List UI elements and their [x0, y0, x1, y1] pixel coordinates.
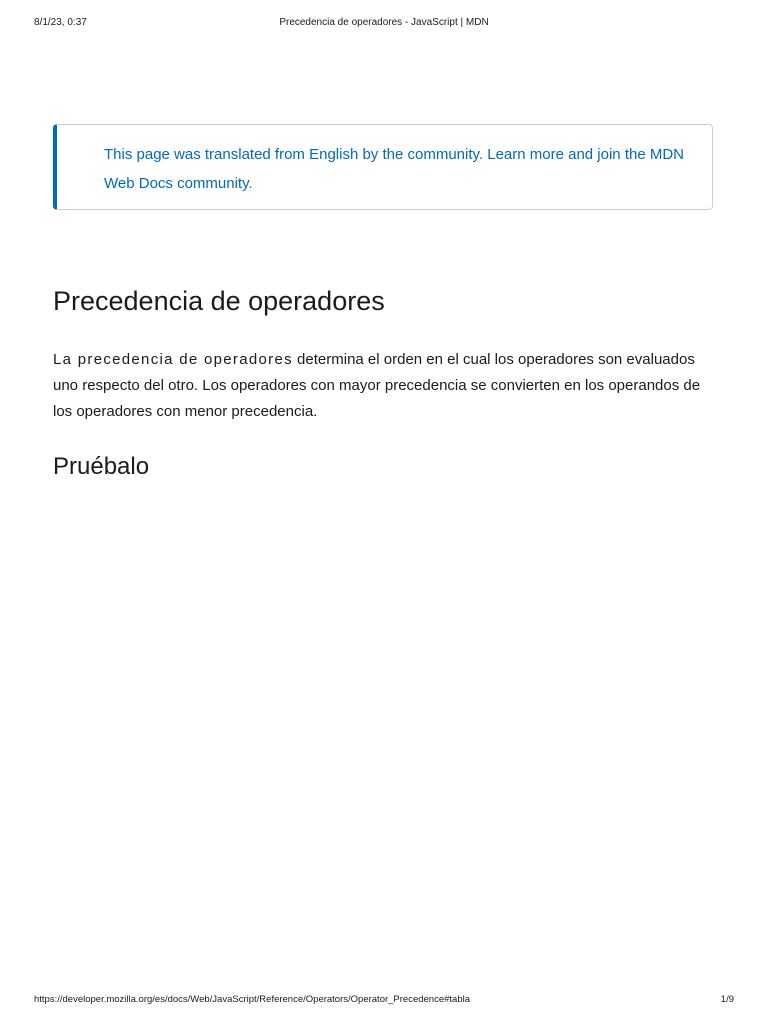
print-date: 8/1/23, 0:37: [34, 17, 87, 28]
page-title: Precedencia de operadores: [53, 286, 385, 316]
defined-term: La precedencia de operadores: [53, 351, 293, 368]
learn-more-link[interactable]: Learn more and join the MDN Web Docs community.: [104, 146, 684, 192]
notice-text: [104, 140, 704, 198]
print-header: [0, 17, 768, 31]
print-url: https://developer.mozilla.org/es/docs/Web/JavaScript/Reference/Operators/Operator_Precedence#tabla: [34, 994, 471, 1005]
print-doc-title: Precedencia de operadores - JavaScript | MDN: [279, 17, 489, 28]
section-title-try-it: Pruébalo: [53, 453, 150, 480]
print-footer: [0, 994, 768, 1008]
intro-text: determina el orden en el cual los operadores son evaluados uno respecto del otro. Los operadores con mayor precedencia se convierten en los operandos de los operadores con menor precedencia.: [53, 351, 701, 420]
translation-notice: [53, 124, 713, 210]
intro-paragraph: [53, 347, 723, 425]
notice-message: This page was translated from English by the community.: [104, 146, 488, 163]
print-page-number: 1/9: [720, 994, 734, 1005]
